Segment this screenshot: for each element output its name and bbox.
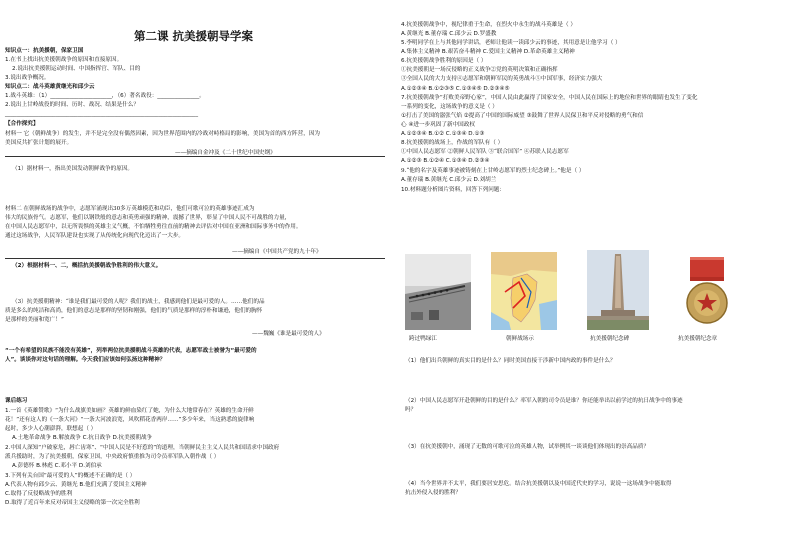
right-line-r8: 8.抗美援朝的战场上，作战的军队有（ ） [401, 140, 504, 146]
left-line-l6: _____________________________________________________________________ [5, 111, 198, 117]
left-line-q1: （1）据材料一，指出美国发动朝鲜战争的原因。 [12, 166, 134, 172]
left-line-e3o3: D.取得了近百年来反对帝国主义侵略的第一次完全胜利 [5, 500, 140, 506]
left-line-l4: 1.战斗英雄：（1）______________________，（6）著名战役：_______________。 [5, 93, 205, 99]
left-line-kp2: 知识点二：战斗英雄黄继光和邱少云 [5, 84, 95, 90]
left-line-e1a: 1.一首《英雄赞歌》“为什么战旗美如画？英雄的鲜血染红了她，为什么大地常春在？英雄的生命开鲜 [5, 408, 254, 414]
left-line-e2o1: A.彭德怀 B.林彪 C.邓小平 D.刘伯承 [12, 463, 102, 469]
left-line-m2e: ——摘编自《中国共产党的九十年》 [232, 249, 322, 255]
caption-crossing-yalu: 跨过鸭绿江 [409, 336, 437, 342]
left-line-e1c: 起时，多少人心潮澎湃，联想起（ ） [5, 426, 97, 432]
caption-korea-map: 朝鲜战场示 [506, 336, 534, 342]
caption-commemorative-medal: 抗美援朝纪念章 [678, 336, 718, 342]
left-line-ex: 课后练习 [5, 398, 28, 404]
right-line-r6a: ①抗美援朝是一场反侵略的正义战争②党的英明决策和正确指挥 [401, 67, 558, 73]
right-line-r6b: ③全国人民的大力支持④志愿军和朝鲜军民的英勇战斗⑤中国军事，经济实力强大 [401, 76, 603, 82]
right-line-r5o: A.集体主义精神 B.艰苦奋斗精神 C.爱国主义精神 D.革命英雄主义精神 [401, 49, 575, 55]
right-line-r10: 10.材料题分析图片资料，回答下列问题： [401, 187, 505, 193]
page-title: 第二课 抗美援朝导学案 [134, 29, 254, 43]
left-line-m2d: 通过这场战争，人民军队建设也实现了从传统化向现代化迈出了一大步。 [5, 233, 185, 239]
left-line-q3b: 质是多么的纯洁和高尚，他们的意志是那样的坚韧和刚强，他们的气质是那样的淳朴和谦逊，他们的胸怀 [5, 308, 263, 314]
left-line-q3f: 人”。谈谈你对这句话的理解。今天我们应该如何弘扬这种精神？ [5, 357, 166, 363]
right-line-r9o: A.董存瑞 B.黄继光 C.邱少云 D.刘胡兰 [401, 177, 497, 183]
right-line-r4o: A.黄继光 B.董存瑞 C.邱少云 D.罗盛教 [401, 31, 497, 37]
left-line-q3a: （3）抗美援朝精神：“谁是我们最可爱的人呢？我们的战士，我感到他们是最可爱的人。……他们的品 [12, 299, 265, 305]
left-line-q2: （2）根据材料一、二，概括抗美援朝战争胜利的伟大意义。 [12, 263, 162, 269]
left-line-e3o2: C.取得了反侵略战争的胜利 [5, 491, 73, 497]
divider-left-1 [5, 156, 385, 157]
left-line-e1b: 花！”还有这人的《一条大河》“一条大河波浪宽，风吹稻花香两岸……”多少年来，当这熟悉的旋律响 [5, 417, 255, 423]
right-line-r5: 5.李明同学在上与其他同学讲话，老师让他读一读邱少云的事迹，其用意是让他学习（ ） [401, 40, 621, 46]
left-line-m1b: 美国反共扩张计划的展开。 [5, 140, 73, 146]
left-line-e3a: 3.下列有关台国“最可爱的人”的概述不正确的是（ ） [5, 473, 136, 479]
left-line-e3o1: A.代表人物有邱少云、黄继光 B.他们充满了爱国主义精神 [5, 482, 147, 488]
right-line-r6o: A.①②③④ B.①②③⑤ C.①③④⑤ D.②③④⑤ [401, 86, 510, 92]
left-line-q3e: “一个有希望的民族不能没有英雄”，列举两位抗美援朝战斗英雄的代表，志愿军战士被誉为“最可爱的 [5, 348, 257, 354]
right-line-rq2b: 吗？ [405, 407, 417, 413]
left-line-e1o1: A.土地革命战争 B.解放战争 C.抗日战争 D.抗美援朝战争 [12, 435, 153, 441]
photo-korea-map [491, 252, 557, 330]
right-line-rq4a: （4）当今世界并不太平，我们要居安思危。结合抗美援朝以及中国近代史的学习，说说一这场战争中能取得 [405, 481, 672, 487]
right-line-rq2a: （2）中国人民志愿军开赴朝鲜的目的是什么？率军入朝的司令员是谁？你还能举出以前学过的抗日战争中的事迹 [405, 398, 683, 404]
left-line-l1: 1.在书上找出抗美援朝战争的原因和直接原因。 [5, 57, 123, 63]
left-line-m1a: 材料一 它（朝鲜战争）的发生，并不是完全没有偶然因素，因为世界范围内的冷战对峙格局的影响，美国为首的西方阵营，因为 [5, 131, 321, 137]
left-line-m1c: ——摘编自金冲及《二十世纪中国史纲》 [175, 150, 276, 156]
right-line-rq3: （3）在抗美援朝中，涌现了无数的可歌可泣的英雄人物，试举例其一谈谈他们体现出的崇高品质？ [405, 444, 650, 450]
left-column [0, 0, 392, 560]
caption-memorial-monument: 抗美援朝纪念碑 [590, 336, 630, 342]
right-line-r7c: ①打击了美国的嚣张气焰 ②提高了中国的国际威望 ③鼓舞了世界人民保卫和平反对侵略的勇气和信 [401, 113, 644, 119]
right-line-r7d: 心 ④进一步巩固了新中国政权 [401, 122, 475, 128]
left-line-l5: 2.说出上甘岭战役的时间、历时、战况、结果是什么？ [5, 102, 139, 108]
left-line-m2b: 伟大的民族骨气。志愿军，他们以钢铁般的意志和英勇顽强的精神，震撼了世界，彰显了中国人民不可战胜的力量， [5, 215, 291, 221]
left-line-l2: 2.说出抗美援朝运动时间、中国指挥官、军队、目的 [12, 66, 141, 72]
right-line-rq4b: 抗击外侵入侵的胜利？ [405, 490, 461, 496]
photo-crossing-yalu [405, 254, 471, 330]
photo-commemorative-medal [676, 253, 738, 331]
photo-memorial-monument [587, 250, 649, 330]
right-line-r4: 4.抗美援朝战争中，视纪律重于生命，在烈火中永生的战斗英雄是（ ） [401, 22, 576, 28]
divider-left-2 [5, 258, 385, 259]
right-line-rq1: （1）他们出兵朝鲜的真实目的是什么？同时美国直接干涉新中国内政的事件是什么？ [405, 358, 616, 364]
left-line-q3c: 是那样的美丽和宽广！” [5, 317, 64, 323]
left-line-m2c: 在中国人民志愿军中，以无所畏惧的英雄主义气概，不怕牺牲勇往直前的精神去评估对中国在亚洲和国际事务中的作用。 [5, 224, 302, 230]
left-line-l3: 3.说出战争概况。 [5, 75, 50, 81]
left-line-q3d: ——魏巍《谁是最可爱的人》 [252, 331, 325, 337]
left-line-e2b: 派兵援助时，为了抗美援朝，保家卫国，中央政府慎重推为司令员率军队入朝作战（ ） [5, 454, 220, 460]
right-line-r9: 9.“他的名字及英雄事迹被铸刻在上甘岭志愿军的烈士纪念碑上。”他是（ ） [401, 168, 585, 174]
right-column [397, 0, 794, 560]
right-line-r6: 6.抗美援朝战争胜利的原因是（ ） [401, 58, 487, 64]
left-line-kp1: 知识点一：抗美援朝，保家卫国 [5, 48, 84, 54]
right-line-r7b: 一系列的变化，这场战争的意义是（ ） [401, 104, 498, 110]
right-line-r8o: A.①②③ B.①②④ C.①③④ D.②③④ [401, 158, 490, 164]
right-line-r8a: ①中国人民志愿军 ②朝鲜人民军队 ③“联合国军” ④苏联人民志愿军 [401, 149, 569, 155]
right-line-r7a: 7.抗美援朝战争“打败美帝野心家”，中国人民由此赢得了国家安全，中国人民在国际上的地位和世界的眼睛也发生了变化 [401, 95, 698, 101]
right-line-r7o: A.①②③④ B.①② C.①③④ D.①③ [401, 131, 485, 137]
left-line-coop: 【合作探究】 [5, 121, 39, 127]
left-line-m2a: 材料二 在朝鲜战场的战争中，志愿军涌现出30多万英雄模范和功臣，他们可歌可泣的英雄事迹汇成为 [5, 206, 255, 212]
left-line-e2a: 2.中国人深知“户破家危，唇亡齿寒”、“中国人民是不好惹的”的道理，当朝鲜民主主义人民共和国请求中国政府 [5, 445, 280, 451]
